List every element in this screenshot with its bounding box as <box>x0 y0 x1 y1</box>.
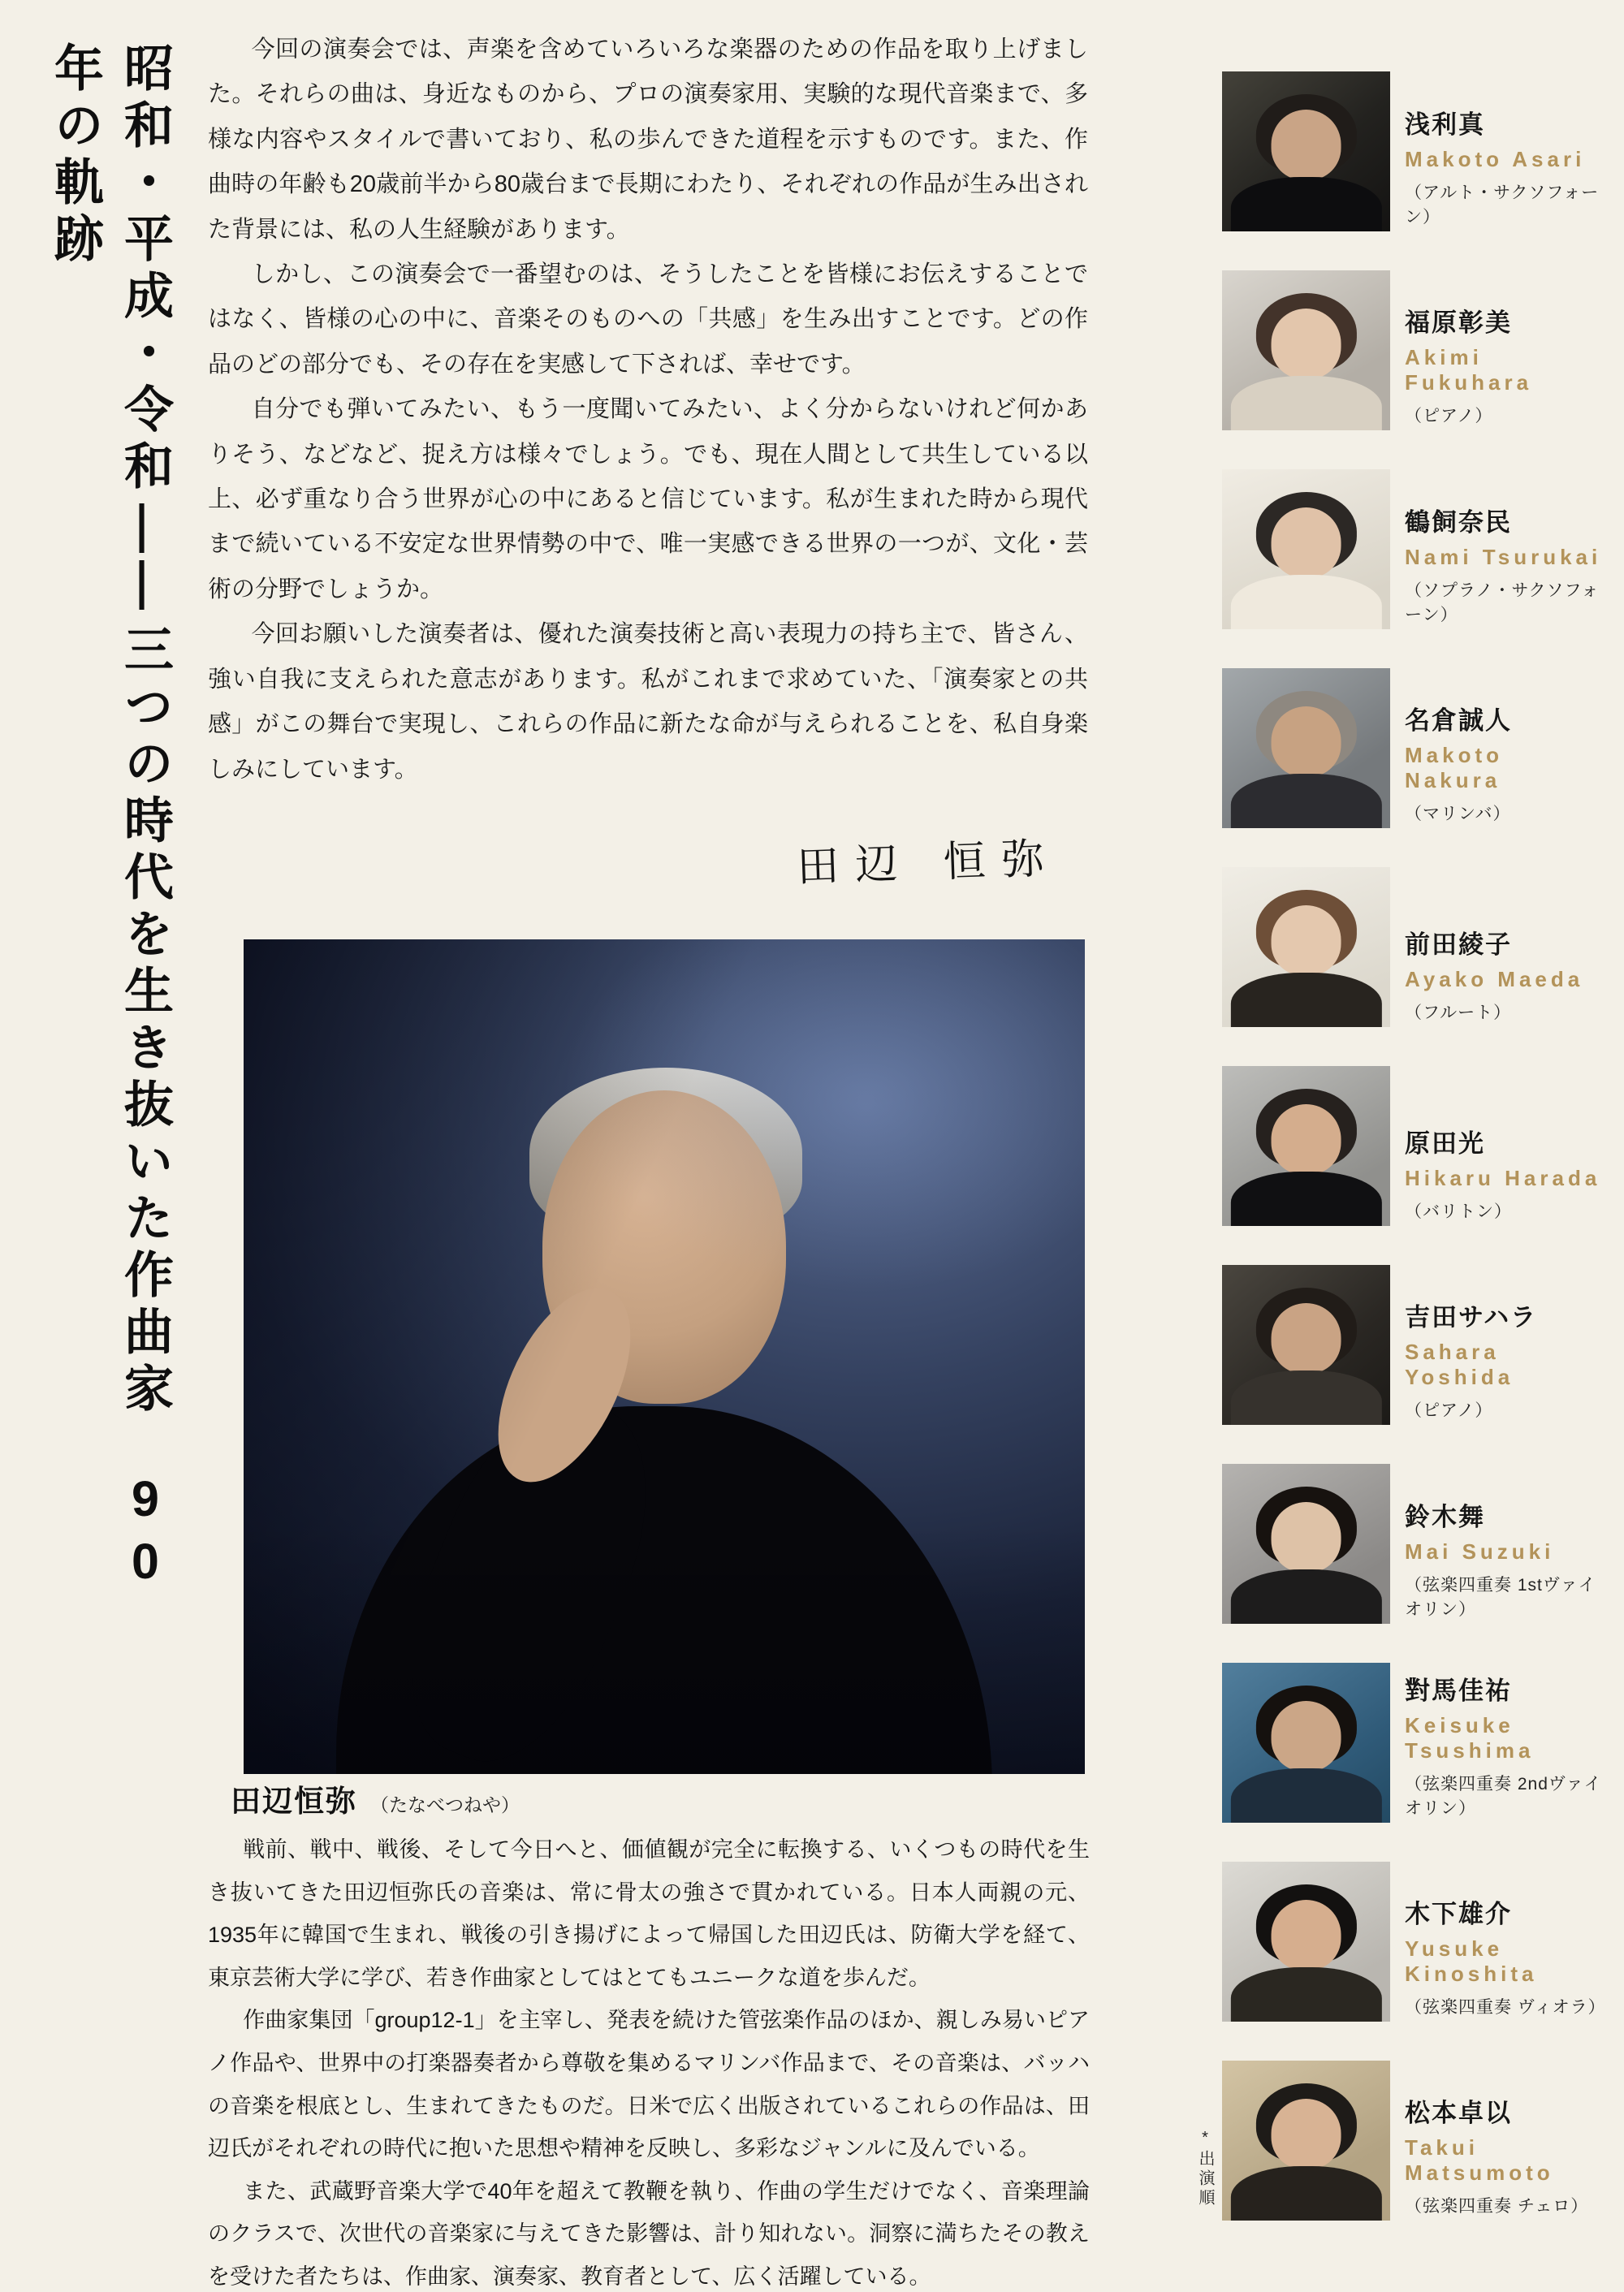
performer-row <box>1222 469 1604 629</box>
person-face <box>1271 110 1341 180</box>
performer-row <box>1222 270 1604 430</box>
performer-row <box>1222 71 1604 231</box>
person-face <box>1271 706 1341 777</box>
person-face <box>1271 1303 1341 1374</box>
performer-row <box>1222 867 1604 1027</box>
performer-name: 浅利真 <box>1405 110 1485 139</box>
person-torso <box>1230 1967 1381 2022</box>
performer-info <box>1405 1893 1604 2022</box>
performer-name: 鶴飼奈民 <box>1405 508 1512 537</box>
performer-romaji: Yusuke Kinoshita <box>1405 1936 1538 1986</box>
greeting-paragraph: 今回お願いした演奏者は、優れた演奏技術と高い表現力の持ち主で、皆さん、強い自我に支えられた意志があります。私がこれまで求めていた、「演奏家との共感」がこの舞台で実現し、これらの作品に新たな命が与えられることを、私自身楽しみにしています。 <box>208 621 1088 783</box>
performer-info <box>1405 924 1583 1027</box>
performer-romaji: Hikaru Harada <box>1405 1166 1601 1190</box>
composer-name: 田辺恒弥 <box>231 1785 357 1818</box>
performer-photo <box>1222 469 1390 629</box>
person-face <box>1271 507 1341 578</box>
performer-row <box>1222 1663 1604 1823</box>
performer-romaji: Akimi Fukuhara <box>1405 345 1533 395</box>
performer-instrument: （ソプラノ・サクソフォーン） <box>1405 581 1600 624</box>
headline-eras: 昭和・平成・令和 <box>118 42 173 497</box>
composer-portrait-photo <box>244 939 1085 1774</box>
person-face <box>1271 2099 1341 2169</box>
person-torso <box>1230 376 1381 430</box>
performer-row <box>1222 2061 1604 2221</box>
biography-text <box>208 1828 1090 2292</box>
person-torso <box>1230 575 1381 629</box>
performer-name: 前田綾子 <box>1405 930 1512 959</box>
performer-row <box>1222 1464 1604 1624</box>
performer-instrument: （弦楽四重奏 2ndヴァイオリン） <box>1405 1775 1602 1818</box>
person-face <box>1271 1502 1341 1573</box>
performer-info <box>1405 1123 1600 1226</box>
performer-photo <box>1222 1066 1390 1226</box>
person-torso <box>1230 1370 1381 1425</box>
performer-row <box>1222 668 1604 828</box>
performer-photo <box>1222 71 1390 231</box>
bio-paragraph: 作曲家集団「group12-1」を主宰し、発表を続けた管弦楽作品のほか、親しみ易いピアノ作品や、世界中の打楽器奏者から尊敬を集めるマリンバ作品まで、その音楽は、バッハの音楽を根底とし、生まれてきたものだ。日米で広く出版されているこれらの作品は、田辺氏がそれぞれの時代に抱いた思想や精神を反映し、多彩なジャンルに及んでいる。 <box>208 2008 1090 2161</box>
performer-row <box>1222 1862 1604 2022</box>
performer-instrument: （ピアノ） <box>1405 407 1493 425</box>
headline-main: 三つの時代を生き抜いた作曲家 <box>118 624 173 1419</box>
performer-instrument: （弦楽四重奏 チェロ） <box>1405 2197 1589 2216</box>
person-torso <box>1230 973 1381 1027</box>
composer-name-reading: （たなべつねや） <box>370 1794 520 1815</box>
performer-instrument: （弦楽四重奏 1stヴァイオリン） <box>1405 1576 1596 1619</box>
performer-photo <box>1222 1862 1390 2022</box>
performer-name: 原田光 <box>1405 1129 1485 1158</box>
bio-paragraph: また、武蔵野音楽大学で40年を超えて教鞭を執り、作曲の学生だけでなく、音楽理論のクラスで、次世代の音楽家に与えてきた影響は、計り知れない。洞察に満ちたその教えを受けた者たちは、作曲家、演奏家、教育者として、広く活躍している。 <box>208 2178 1090 2289</box>
performer-name: 對馬佳祐 <box>1405 1677 1512 1705</box>
person-face <box>1271 1701 1341 1772</box>
performer-photo <box>1222 1265 1390 1425</box>
performer-instrument: （マリンバ） <box>1405 805 1511 823</box>
performer-info <box>1405 700 1604 828</box>
bio-paragraph: 戦前、戦中、戦後、そして今日へと、価値観が完全に転換する、いくつもの時代を生き抜いてきた田辺恒弥氏の音楽は、常に骨太の強さで貫かれている。日本人両親の元、1935年に韓国で生まれ、戦後の引き揚げによって帰国した田辺氏は、防衛大学を経て、東京芸術大学に学び、若き作曲家としてはとてもユニークな道を歩んだ。 <box>208 1837 1090 1990</box>
person-torso <box>1230 1768 1381 1823</box>
performer-row <box>1222 1066 1604 1226</box>
performer-instrument: （アルト・サクソフォーン） <box>1405 183 1600 227</box>
performer-instrument: （弦楽四重奏 ヴィオラ） <box>1405 1998 1606 2017</box>
performer-romaji: Keisuke Tsushima <box>1405 1713 1535 1763</box>
performer-photo <box>1222 1464 1390 1624</box>
performer-photo <box>1222 270 1390 430</box>
performer-instrument: （フルート） <box>1405 1004 1512 1022</box>
person-torso <box>1230 1569 1381 1624</box>
performer-romaji: Makoto Nakura <box>1405 743 1503 792</box>
performer-romaji: Ayako Maeda <box>1405 967 1584 991</box>
greeting-paragraph: 今回の演奏会では、声楽を含めていろいろな楽器のための作品を取り上げました。それらの曲は、身近なものから、プロの演奏家用、実験的な現代音楽まで、多様な内容やスタイルで書いており、私の歩んできた道程を示すものです。また、作曲時の年齢も20歳前半から80歳台まで長期にわたり、それぞれの作品が生み出された背景には、私の人生経験があります。 <box>208 37 1088 243</box>
performer-info <box>1405 1297 1604 1425</box>
composer-signature: 田辺 恒弥 <box>796 834 1062 892</box>
performer-photo <box>1222 1663 1390 1823</box>
performer-romaji: Nami Tsurukai <box>1405 545 1602 569</box>
performer-name: 名倉誠人 <box>1405 706 1512 735</box>
person-face <box>1271 905 1341 976</box>
performer-name: 吉田サハラ <box>1405 1303 1538 1332</box>
performer-instrument: （バリトン） <box>1405 1202 1512 1221</box>
person-face <box>1271 1104 1341 1175</box>
person-torso <box>1230 1172 1381 1226</box>
performer-info <box>1405 302 1604 430</box>
performer-name: 鈴木舞 <box>1405 1503 1485 1531</box>
performer-photo <box>1222 2061 1390 2221</box>
performer-info <box>1405 2092 1604 2221</box>
performer-romaji: Takui Matsumoto <box>1405 2135 1554 2185</box>
headline-sub: 90年の軌跡 <box>48 42 173 1596</box>
person-face <box>1271 309 1341 379</box>
person-torso <box>1230 2166 1381 2221</box>
signature-row <box>208 828 1088 892</box>
performer-name: 木下雄介 <box>1405 1900 1512 1928</box>
headline-dash: ―― <box>118 503 173 617</box>
portrait-caption <box>231 1776 520 1820</box>
performer-photo <box>1222 867 1390 1027</box>
person-torso <box>1230 177 1381 231</box>
performer-photo <box>1222 668 1390 828</box>
performer-info <box>1405 502 1604 629</box>
performer-info <box>1405 104 1604 231</box>
greeting-paragraph: 自分でも弾いてみたい、もう一度聞いてみたい、よく分からないけれど何かありそう、などなど、捉え方は様々でしょう。でも、現在人間として共生している以上、必ず重なり合う世界が心の中にあると信じています。私が生まれた時から現代まで続いている不安定な世界情勢の中で、唯一実感できる世界の一つが、文化・芸術の分野でしょうか。 <box>208 396 1088 602</box>
performer-name: 福原彰美 <box>1405 309 1512 337</box>
performer-row <box>1222 1265 1604 1425</box>
performer-instrument: （ピアノ） <box>1405 1401 1493 1420</box>
vertical-headline <box>41 42 180 1650</box>
performer-info <box>1405 1496 1604 1624</box>
greeting-paragraph: しかし、この演奏会で一番望むのは、そうしたことを皆様にお伝えすることではなく、皆様の心の中に、音楽そのものへの「共感」を生み出すことです。どの作品のどの部分でも、その存在を実感して下されば、幸せです。 <box>208 261 1088 378</box>
appearance-order-note: *出演順 <box>1196 2129 1214 2208</box>
performer-romaji: Mai Suzuki <box>1405 1539 1555 1564</box>
person-torso <box>1230 774 1381 828</box>
person-face <box>1271 1900 1341 1970</box>
performer-info <box>1405 1670 1604 1823</box>
performer-name: 松本卓以 <box>1405 2099 1512 2127</box>
performers-sidebar <box>1222 71 1604 2221</box>
greeting-text <box>208 28 1088 792</box>
performer-romaji: Makoto Asari <box>1405 147 1586 171</box>
performer-romaji: Sahara Yoshida <box>1405 1340 1514 1389</box>
